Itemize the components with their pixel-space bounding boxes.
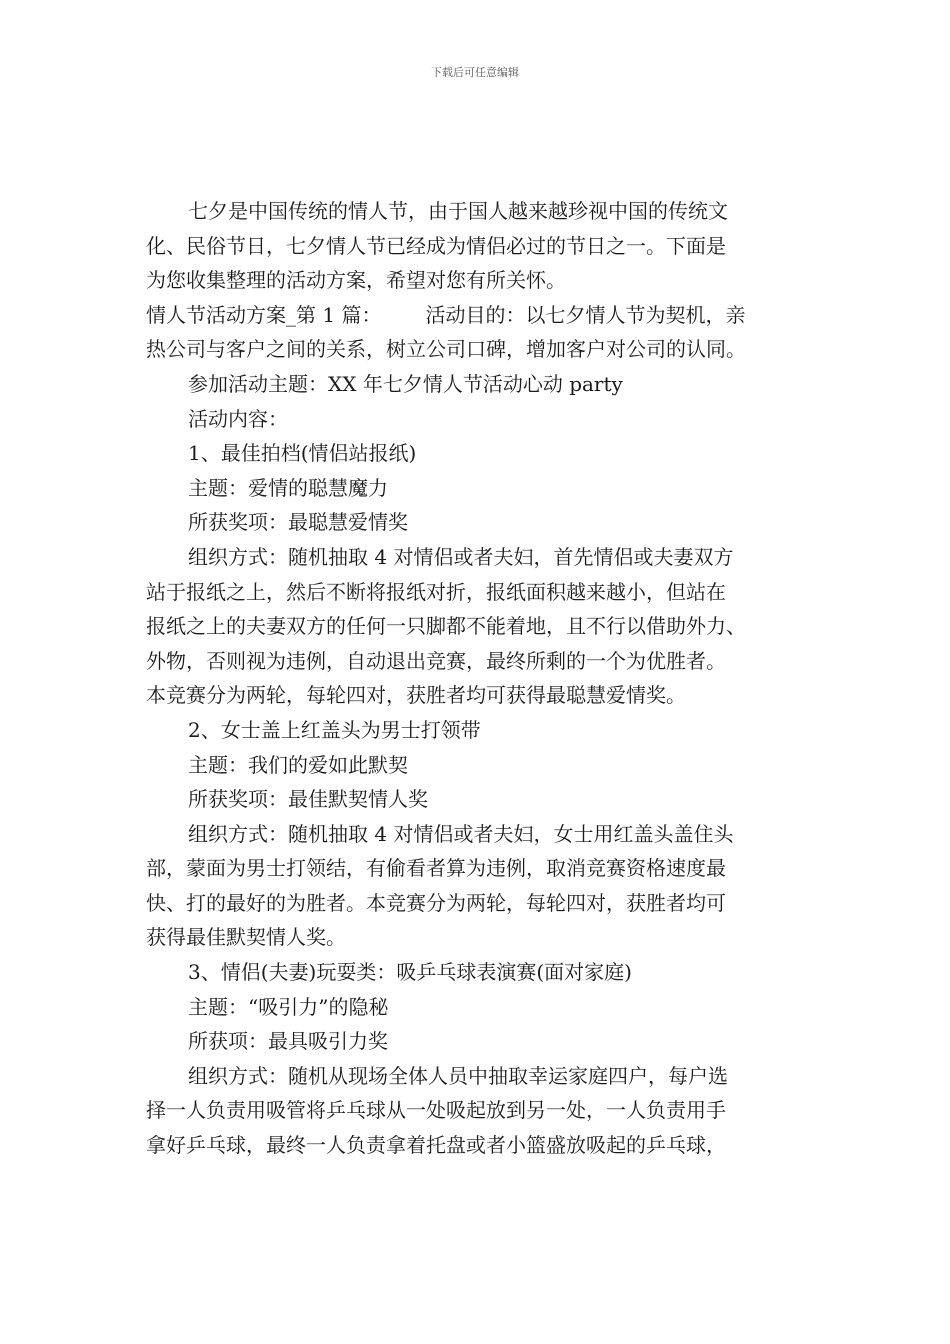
paragraph-line: 报纸之上的夫妻双方的任何一只脚都不能着地，且不行以借助外力、 [146, 614, 746, 639]
paragraph-line: 热公司与客户之间的关系，树立公司口碑，增加客户对公司的认同。 [146, 337, 746, 362]
section-heading-line [146, 298, 822, 333]
paragraph-line: 所获奖项：最佳默契情人奖 [188, 787, 428, 812]
paragraph-line: 所获项：最具吸引力奖 [188, 1029, 388, 1054]
paragraph-line: 组织方式：随机从现场全体人员中抽取幸运家庭四户，每户选 [188, 1063, 728, 1088]
paragraph-line: 部，蒙面为男士打领结，有偷看者算为违例，取消竞赛资格速度最 [146, 856, 726, 881]
paragraph-line: 组织方式：随机抽取 4 对情侣或者夫妇，女士用红盖头盖住头 [188, 821, 734, 846]
activity-title: 1、最佳拍档(情侣站报纸) [188, 441, 417, 466]
paragraph-line: 七夕是中国传统的情人节，由于国人越来越珍视中国的传统文 [188, 199, 728, 223]
paragraph-line: 组织方式：随机抽取 4 对情侣或者夫妇，首先情侣或夫妻双方 [188, 544, 734, 569]
paragraph-line: 所获奖项：最聪慧爱情奖 [188, 510, 408, 535]
paragraph-line: 主题：我们的爱如此默契 [188, 752, 408, 777]
paragraph-line: 化、民俗节日，七夕情人节已经成为情侣必过的节日之一。下面是 [146, 233, 726, 258]
paragraph-line: 快、打的最好的为胜者。本竞赛分为两轮，每轮四对，获胜者均可 [146, 890, 726, 915]
paragraph-line: 获得最佳默契情人奖。 [146, 925, 346, 950]
paragraph-line: 外物，否则视为违例，自动退出竞赛，最终所剩的一个为优胜者。 [146, 648, 726, 673]
paragraph-line: 择一人负责用吸管将乒乓球从一处吸起放到另一处，一人负责用手 [146, 1098, 726, 1123]
paragraph-line: 参加活动主题：XX 年七夕情人节活动心动 party [188, 371, 623, 396]
paragraph-line: 站于报纸之上，然后不断将报纸对折，报纸面积越来越小，但站在 [146, 579, 726, 604]
paragraph-line: 主题：爱情的聪慧魔力 [188, 475, 388, 500]
page-header: 下载后可任意编辑 [431, 66, 519, 79]
paragraph-line: 为您收集整理的活动方案，希望对您有所关怀。 [146, 268, 566, 293]
paragraph-line: 拿好乒乓球，最终一人负责拿着托盘或者小篮盛放吸起的乒乓球， [146, 1133, 726, 1158]
activity-title: 2、女士盖上红盖头为男士打领带 [188, 717, 481, 742]
paragraph-text: 活动目的：以七夕情人节为契机，亲 [425, 302, 746, 327]
paragraph-line: 主题：“吸引力”的隐秘 [188, 994, 389, 1019]
paragraph-line: 本竞赛分为两轮，每轮四对，获胜者均可获得最聪慧爱情奖。 [146, 683, 686, 708]
paragraph-line: 活动内容： [188, 406, 288, 431]
section-title: 情人节活动方案_第 1 篇： [146, 302, 382, 327]
document-body [146, 194, 822, 1163]
activity-title: 3、情侣(夫妻)玩耍类：吸乒乓球表演赛(面对家庭) [188, 960, 632, 985]
